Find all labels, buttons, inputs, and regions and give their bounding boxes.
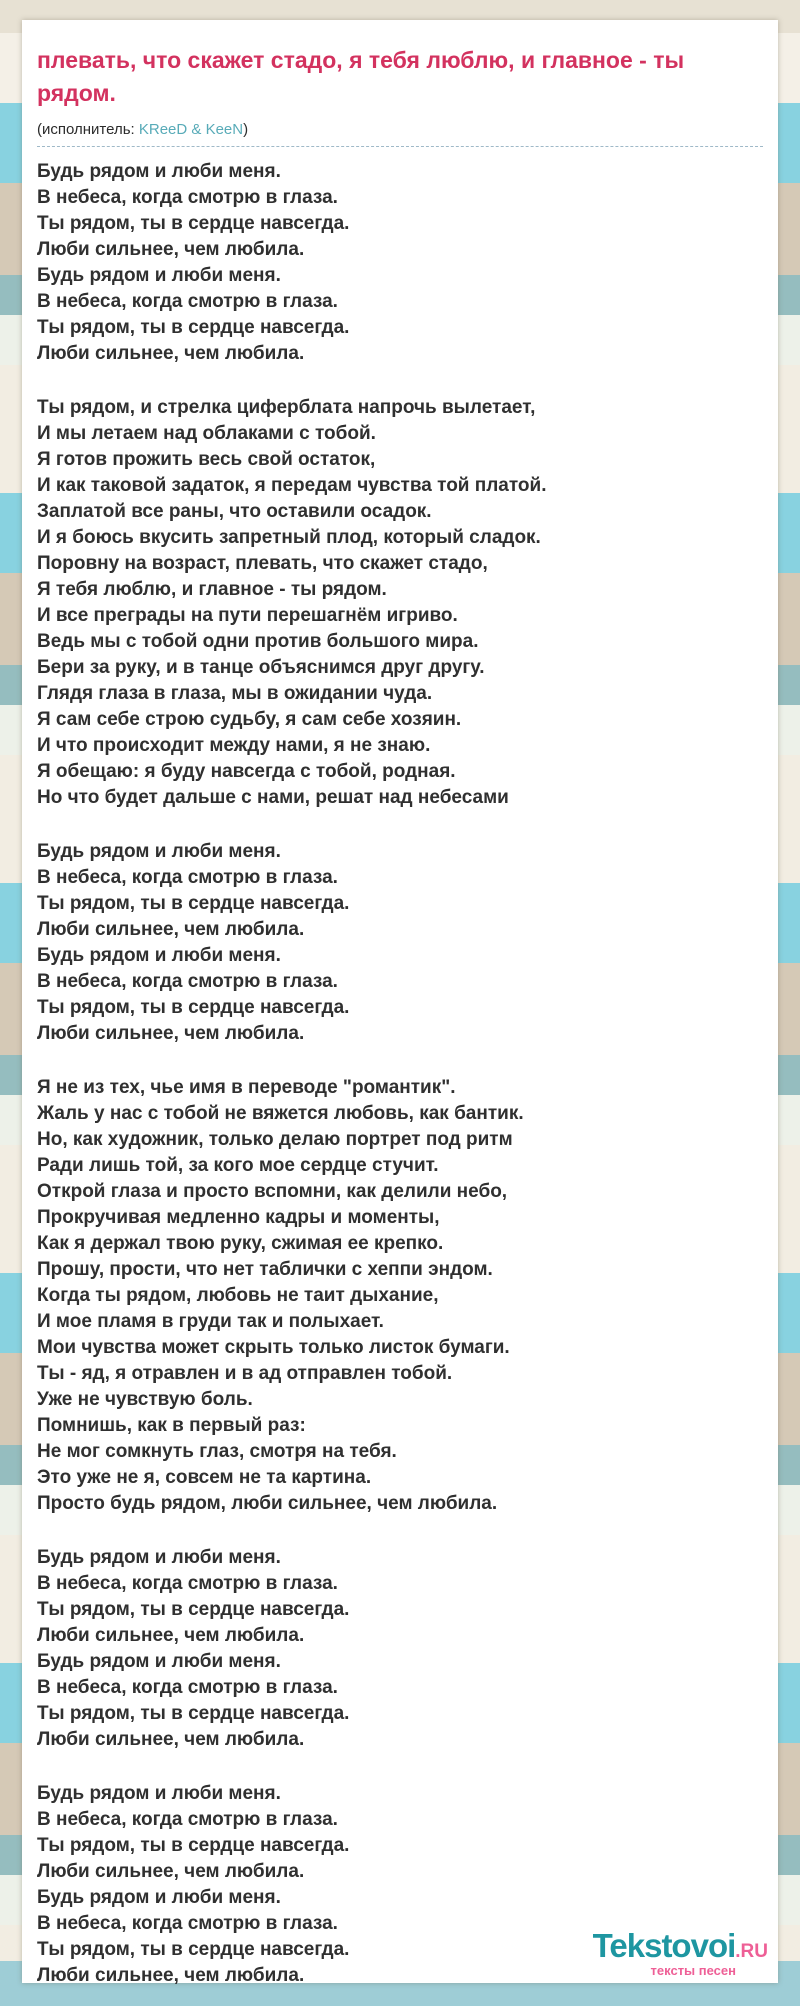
lyric-line: И мое пламя в груди так и полыхает. [37,1310,384,1332]
logo-wordmark [593,1929,768,1962]
lyric-line: Я не из тех, чье имя в переводе "романтик". [37,1076,456,1098]
lyric-line: В небеса, когда смотрю в глаза. [37,290,338,312]
lyric-line: Глядя глаза в глаза, мы в ожидании чуда. [37,682,433,704]
lyric-line: В небеса, когда смотрю в глаза. [37,186,338,208]
lyric-line: И я боюсь вкусить запретный плод, который сладок. [37,526,541,548]
lyrics-paragraph [37,839,763,1047]
lyric-line: Ты рядом, ты в сердце навсегда. [37,1598,350,1620]
lyric-line: Будь рядом и люби меня. [37,264,281,286]
lyric-line: Заплатой все раны, что оставили осадок. [37,500,432,522]
lyrics-paragraph [37,159,763,367]
artist-suffix: ) [243,120,249,138]
lyric-line: Люби сильнее, чем любила. [37,1624,305,1646]
lyrics-card [22,20,778,1986]
lyric-line: Я обещаю: я буду навсегда с тобой, родная. [37,760,456,782]
lyric-line: Ты рядом, ты в сердце навсегда. [37,212,350,234]
lyric-line: И мы летаем над облаками с тобой. [37,422,376,444]
lyrics-paragraph [37,1075,763,1517]
lyric-line: Жаль у нас с тобой не вяжется любовь, как бантик. [37,1102,524,1124]
logo-main-text: Tekstovoi [592,1927,736,1964]
lyric-line: И все преграды на пути перешагнём игриво. [37,604,458,626]
lyric-line: В небеса, когда смотрю в глаза. [37,866,338,888]
song-title: плевать, что скажет стадо, я тебя люблю, и главное - ты рядом. [37,47,685,107]
lyrics-text [37,159,763,1989]
lyric-line: Будь рядом и люби меня. [37,160,281,182]
lyric-line: Ты рядом, и стрелка циферблата напрочь вылетает, [37,396,536,418]
lyric-line: Мои чувства может скрыть только листок бумаги. [37,1336,510,1358]
artist-label: (исполнитель: [37,120,139,138]
lyric-line: Я сам себе строю судьбу, я сам себе хозяин. [37,708,462,730]
lyric-line: Будь рядом и люби меня. [37,1782,281,1804]
lyric-line: Ты рядом, ты в сердце навсегда. [37,892,350,914]
lyric-line: В небеса, когда смотрю в глаза. [37,1676,338,1698]
lyric-line: Люби сильнее, чем любила. [37,1728,305,1750]
lyric-line: Будь рядом и люби меня. [37,840,281,862]
lyric-line: И как таковой задаток, я передам чувства той платой. [37,474,547,496]
lyrics-paragraph [37,1545,763,1753]
lyric-line: В небеса, когда смотрю в глаза. [37,1912,338,1934]
lyric-line: Люби сильнее, чем любила. [37,342,305,364]
lyric-line: Ты - яд, я отравлен и в ад отправлен тобой. [37,1362,453,1384]
lyric-line: Люби сильнее, чем любила. [37,1022,305,1044]
lyric-line: Бери за руку, и в танце объяснимся друг другу. [37,656,485,678]
lyric-line: Ради лишь той, за кого мое сердце стучит. [37,1154,439,1176]
lyric-line: Просто будь рядом, люби сильнее, чем любила. [37,1492,498,1514]
lyric-line: Ты рядом, ты в сердце навсегда. [37,1702,350,1724]
lyric-line: Как я держал твою руку, сжимая ее крепко. [37,1232,444,1254]
lyric-line: Будь рядом и люби меня. [37,1650,281,1672]
artist-link[interactable]: KReeD & KeeN [138,120,244,138]
lyric-line: Открой глаза и просто вспомни, как делили небо, [37,1180,508,1202]
lyric-line: В небеса, когда смотрю в глаза. [37,970,338,992]
lyric-line: Ты рядом, ты в сердце навсегда. [37,1938,350,1960]
lyric-line: Люби сильнее, чем любила. [37,918,305,940]
artist-line [37,121,763,147]
lyrics-paragraph [37,395,763,811]
lyric-line: Прошу, прости, что нет таблички с хеппи эндом. [37,1258,493,1280]
lyric-line: Ведь мы с тобой одни против большого мира. [37,630,479,652]
lyric-line: Будь рядом и люби меня. [37,1546,281,1568]
lyric-line: Люби сильнее, чем любила. [37,238,305,260]
lyric-line: Но, как художник, только делаю портрет под ритм [37,1128,513,1150]
lyric-line: Когда ты рядом, любовь не таит дыхание, [37,1284,439,1306]
lyric-line: Но что будет дальше с нами, решат над небесами [37,786,509,808]
lyric-line: Будь рядом и люби меня. [37,1886,281,1908]
lyric-line: Я готов прожить весь свой остаток, [37,448,376,470]
lyric-line: И что происходит между нами, я не знаю. [37,734,431,756]
lyric-line: Помнишь, как в первый раз: [37,1414,306,1436]
lyric-line: Я тебя люблю, и главное - ты рядом. [37,578,387,600]
lyric-line: Ты рядом, ты в сердце навсегда. [37,316,350,338]
lyric-line: Это уже не я, совсем не та картина. [37,1466,372,1488]
lyric-line: В небеса, когда смотрю в глаза. [37,1808,338,1830]
lyric-line: Ты рядом, ты в сердце навсегда. [37,996,350,1018]
site-logo[interactable] [593,1929,768,1977]
lyric-line: Ты рядом, ты в сердце навсегда. [37,1834,350,1856]
lyric-line: Прокручивая медленно кадры и моменты, [37,1206,440,1228]
logo-tagline: тексты песен [650,1963,736,1978]
lyric-line: Не мог сомкнуть глаз, смотря на тебя. [37,1440,397,1462]
lyric-line: В небеса, когда смотрю в глаза. [37,1572,338,1594]
lyric-line: Уже не чувствую боль. [37,1388,253,1410]
lyric-line: Поровну на возраст, плевать, что скажет стадо, [37,552,488,574]
lyric-line: Будь рядом и люби меня. [37,944,281,966]
lyric-line: Люби сильнее, чем любила. [37,1964,305,1986]
logo-domain-suffix: .RU [735,1941,768,1962]
lyric-line: Люби сильнее, чем любила. [37,1860,305,1882]
